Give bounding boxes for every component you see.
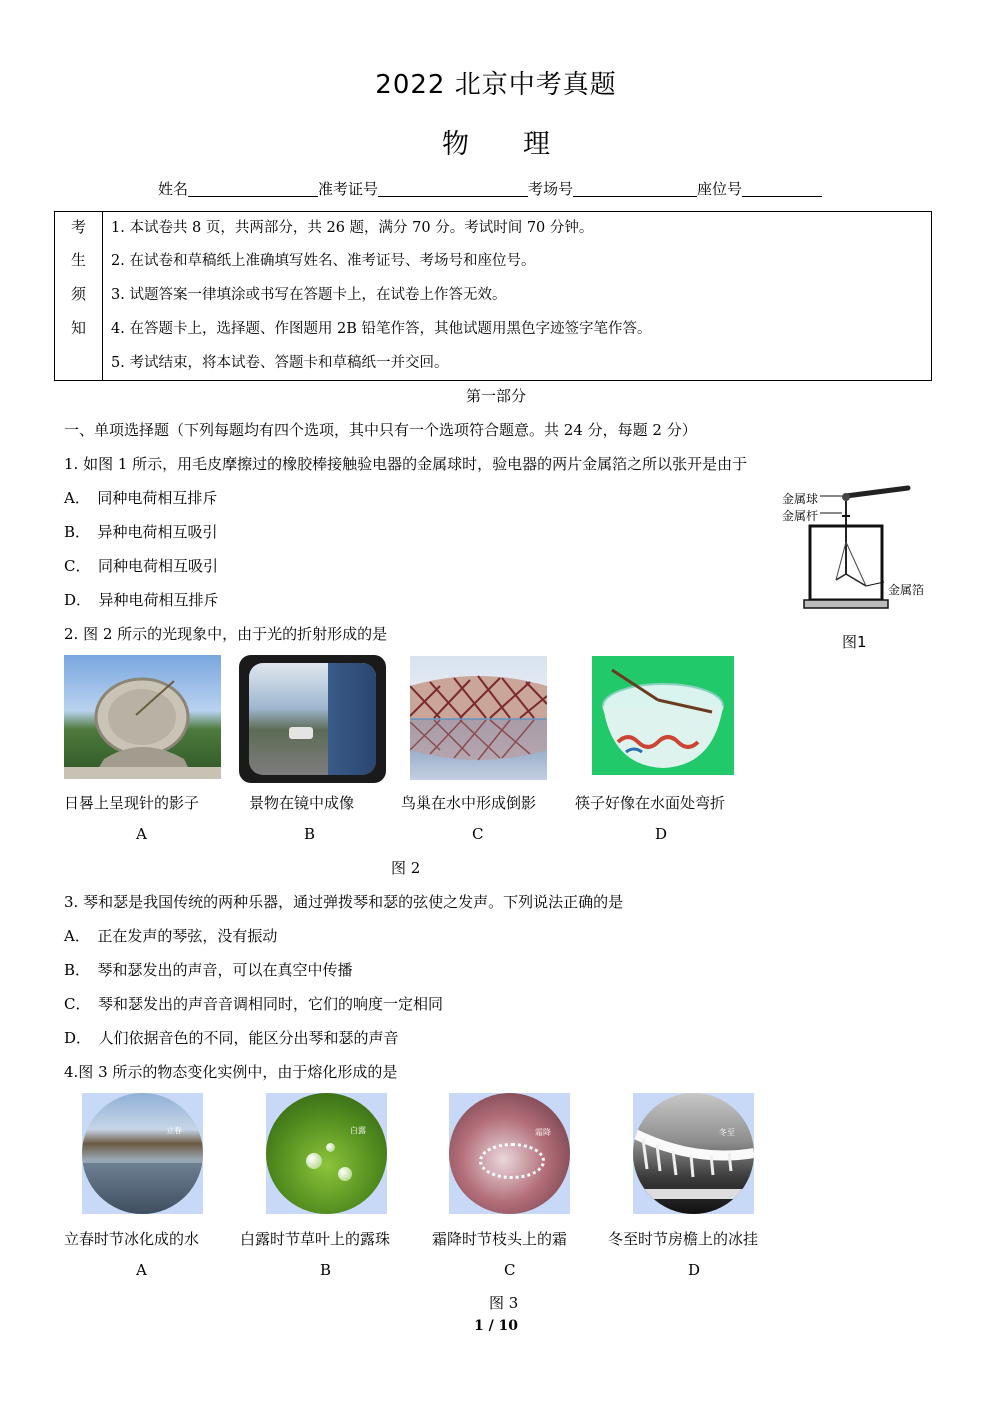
chopsticks-bowl-image <box>592 656 734 775</box>
notice-box <box>54 211 932 381</box>
notice-item: 3. 试题答案一律填涂或书写在答题卡上，在试卷上作答无效。 <box>111 287 507 303</box>
candidate-fields <box>158 178 822 199</box>
image-label-shuangjiang: 霜降 <box>535 1128 551 1137</box>
question-3-stem: 3. 琴和瑟是我国传统的两种乐器，通过弹拨琴和瑟的弦使之发声。下列说法正确的是 <box>64 893 624 911</box>
q4-letter-c: C <box>504 1261 516 1279</box>
mirror-image <box>239 655 386 783</box>
fig1-label-foil: 金属箔 <box>888 583 925 597</box>
q2-letter-a: A <box>136 825 147 843</box>
question-1-stem: 1. 如图 1 所示，用毛皮摩擦过的橡胶棒接触验电器的金属球时，验电器的两片金属箔之所以张开是由于 <box>64 455 748 473</box>
figure-1-caption: 图1 <box>842 633 867 651</box>
q1-option-c: C． 同种电荷相互吸引 <box>64 557 218 575</box>
seat-label: 座位号 <box>697 180 743 198</box>
exam-no-label: 准考证号 <box>318 180 379 198</box>
q3-option-a: A． 正在发声的琴弦，没有振动 <box>64 927 278 945</box>
image-label-lichun: 立春 <box>166 1126 182 1135</box>
q2-caption-a: 日晷上呈现针的影子 <box>64 794 200 812</box>
question-4-stem: 4.图 3 所示的物态变化实例中，由于熔化形成的是 <box>64 1063 398 1081</box>
section-heading: 一、单项选择题（下列每题均有四个选项，其中只有一个选项符合题意。共 24 分，每题 2 分） <box>64 421 697 439</box>
name-label: 姓名 <box>158 180 189 198</box>
question-2-stem: 2. 图 2 所示的光现象中，由于光的折射形成的是 <box>64 625 388 643</box>
q4-caption-d: 冬至时节房檐上的冰挂 <box>608 1230 759 1248</box>
q4-letter-d: D <box>688 1261 701 1279</box>
q4-letter-b: B <box>320 1261 332 1279</box>
exam-no-blank <box>378 180 528 197</box>
q3-option-b: B． 琴和瑟发出的声音，可以在真空中传播 <box>64 961 353 979</box>
q1-option-d: D． 异种电荷相互排斥 <box>64 591 219 609</box>
notice-side-char: 考 <box>70 218 86 236</box>
q4-caption-b: 白露时节草叶上的露珠 <box>240 1230 391 1248</box>
q3-option-d: D． 人们依据音色的不同，能区分出琴和瑟的声音 <box>64 1029 399 1047</box>
q2-letter-b: B <box>304 825 316 843</box>
notice-side-label <box>55 212 103 380</box>
q3-option-c: C． 琴和瑟发出的声音音调相同时，它们的响度一定相同 <box>64 995 443 1013</box>
icicle-eave-image <box>633 1093 754 1214</box>
dew-leaf-image <box>266 1093 387 1214</box>
q2-caption-d: 筷子好像在水面处弯折 <box>575 794 726 812</box>
q2-caption-c: 鸟巢在水中形成倒影 <box>401 794 537 812</box>
melting-ice-image <box>82 1093 203 1214</box>
image-label-dongzhi: 冬至 <box>719 1128 735 1137</box>
sundial-image <box>64 655 221 779</box>
page-number: 1 / 10 <box>473 1318 519 1334</box>
name-blank <box>188 180 318 197</box>
room-blank <box>573 180 697 197</box>
notice-item: 5. 考试结束，将本试卷、答题卡和草稿纸一并交回。 <box>111 355 449 371</box>
figure-3-caption: 图 3 <box>489 1294 519 1312</box>
part-heading: 第一部分 <box>465 387 526 405</box>
q1-option-b: B． 异种电荷相互吸引 <box>64 523 218 541</box>
q2-letter-c: C <box>472 825 484 843</box>
seat-blank <box>742 180 822 197</box>
q1-option-a: A． 同种电荷相互排斥 <box>64 489 218 507</box>
notice-item: 4. 在答题卡上，选择题、作图题用 2B 铅笔作答，其他试题用黑色字迹签字笔作答。 <box>111 321 652 337</box>
fig1-label-rod: 金属杆 <box>782 509 819 523</box>
notice-side-char: 须 <box>70 285 86 303</box>
figure-2-caption: 图 2 <box>391 859 421 877</box>
exam-title: 2022 北京中考真题 <box>375 70 617 100</box>
q2-letter-d: D <box>655 825 668 843</box>
q2-caption-b: 景物在镜中成像 <box>249 794 355 812</box>
birds-nest-image <box>410 656 547 780</box>
q4-letter-a: A <box>136 1261 147 1279</box>
frost-branch-image <box>449 1093 570 1214</box>
notice-side-char: 知 <box>70 319 86 337</box>
fig1-label-ball: 金属球 <box>782 492 819 506</box>
q4-caption-c: 霜降时节枝头上的霜 <box>432 1230 568 1248</box>
image-label-bailu: 白露 <box>350 1126 366 1135</box>
subject-title: 物 理 <box>442 129 550 160</box>
notice-item: 2. 在试卷和草稿纸上准确填写姓名、准考证号、考场号和座位号。 <box>111 253 536 269</box>
room-label: 考场号 <box>528 180 574 198</box>
q4-caption-a: 立春时节冰化成的水 <box>64 1230 200 1248</box>
notice-item: 1. 本试卷共 8 页，共两部分，共 26 题，满分 70 分。考试时间 70 分钟。 <box>111 220 594 236</box>
notice-side-char: 生 <box>70 251 86 269</box>
